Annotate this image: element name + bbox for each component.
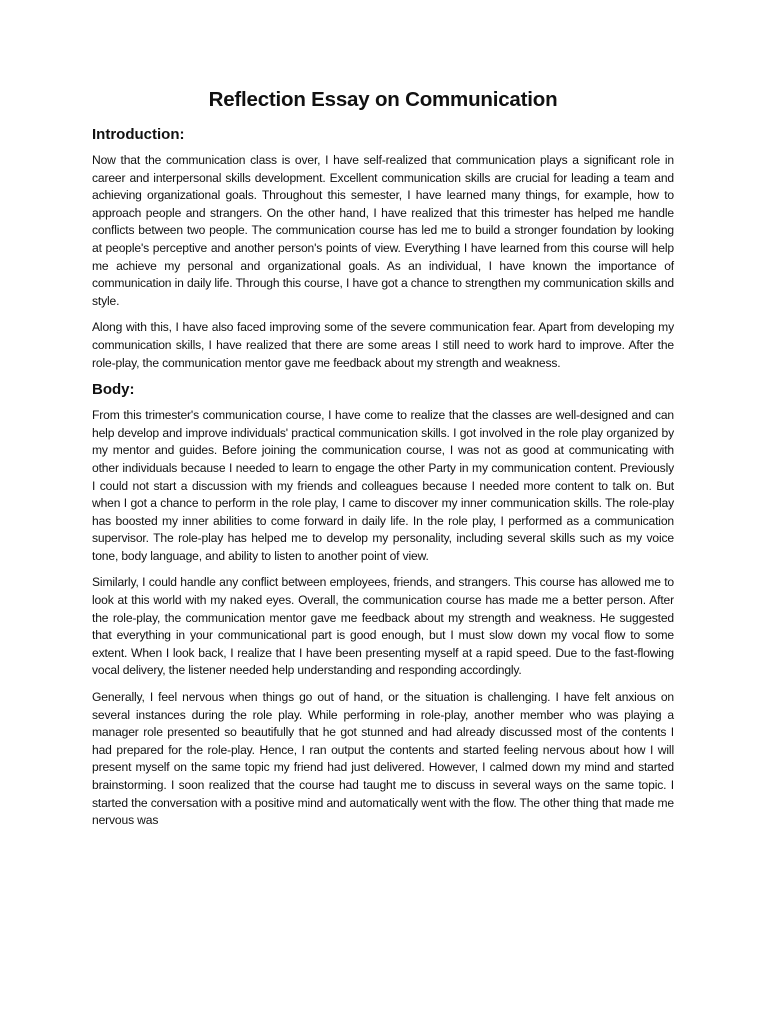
paragraph: Along with this, I have also faced improving some of the severe communication fear. Apart from developing my communication skills, I have realized that there are some areas I still need to work hard to improve. After the role-play, the communication mentor gave me feedback about my strength and weakness. [92, 320, 674, 370]
paragraph: Similarly, I could handle any conflict between employees, friends, and strangers. This course has allowed me to look at this world with my naked eyes. Overall, the communication course has made me a better person. After the role-play, the communication mentor gave me feedback about my strength and weakness. He suggested that everything in your communicational part is good enough, but I must slow down my vocal flow to some extent. When I look back, I realize that I have been presenting myself at a rapid speed. Due to the fast-flowing vocal delivery, the listener needed help understanding and responding accordingly. [92, 575, 674, 678]
paragraph: From this trimester's communication course, I have come to realize that the classes are well-designed and can help develop and improve individuals' practical communication skills. I got involved in the role play organized by my mentor and guides. Before joining the communication course, I was not as good at communicating with other individuals because I needed to learn to engage the other Party in my communication content. Previously I could not start a discussion with my friends and colleagues because I needed more content to talk on. But when I got a chance to perform in the role play, I came to discover my inner communication skills. The role-play has boosted my inner abilities to come forward in daily life. In the role play, I performed as a communication supervisor. The role-play has helped me to develop my personality, including several skills such as my voice tone, body language, and ability to listen to another point of view. [92, 408, 674, 563]
section-introduction [92, 126, 674, 372]
section-heading-introduction: Introduction: [92, 126, 185, 143]
paragraph: Now that the communication class is over, I have self-realized that communication plays a significant role in career and interpersonal skills development. Excellent communication skills are crucial for leading a team and achieving organizational goals. Throughout this semester, I have learned many things, for example, how to approach people and strangers. On the other hand, I have realized that this trimester has helped me handle conflicts between two people. The communication course has led me to build a stronger foundation by looking at people's perceptive and another person's points of view. Everything I have learned from this course will help me achieve my personal and organizational goals. As an individual, I have known the importance of communication in daily life. Through this course, I have got a chance to strengthen my communication skills and style. [92, 153, 674, 308]
section-body [92, 381, 674, 830]
document-page [92, 88, 674, 830]
paragraph: Generally, I feel nervous when things go out of hand, or the situation is challenging. I have felt anxious on several instances during the role play. While performing in role-play, another member who was playing a manager role presented so beautifully that he got stunned and had already discussed most of the contents I had prepared for the role-play. Hence, I ran output the contents and started feeling nervous about how I will present myself on the same topic my friend had just delivered. However, I calmed down my mind and started brainstorming. I soon realized that the course had taught me to discuss in several ways on the same topic. I started the conversation with a positive mind and automatically went with the flow. The other thing that made me nervous was [92, 690, 674, 828]
section-heading-body: Body: [92, 381, 135, 399]
document-title: Reflection Essay on Communication [208, 88, 558, 111]
